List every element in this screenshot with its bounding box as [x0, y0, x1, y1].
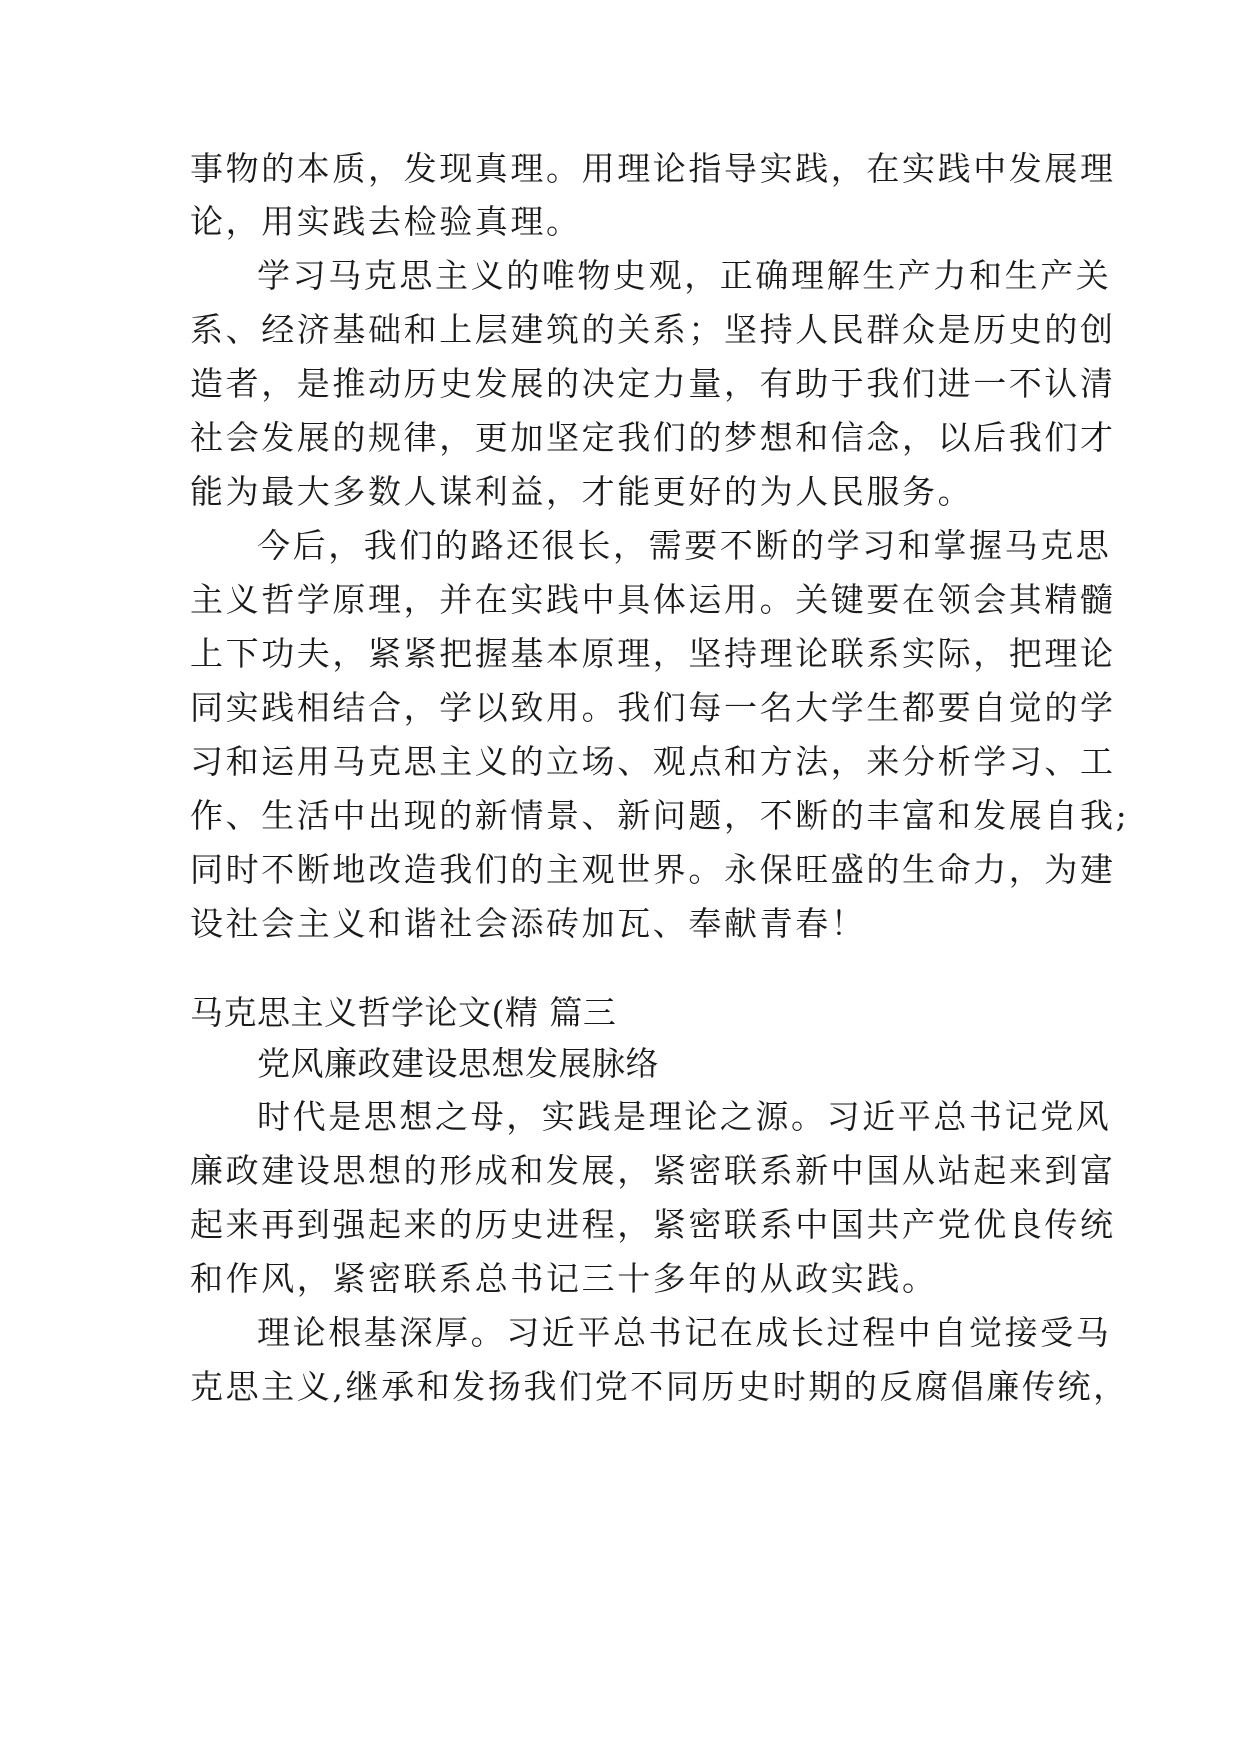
- paragraph-line: 同实践相结合，学以致用。我们每一名大学生都要自觉的学: [190, 688, 1116, 727]
- paragraph-line: 今后，我们的路还很长，需要不断的学习和掌握马克思: [257, 526, 1112, 565]
- section-heading: 马克思主义哲学论文(精 篇三: [190, 993, 617, 1032]
- paragraph-line: 能为最大多数人谋利益，才能更好的为人民服务。: [190, 472, 974, 511]
- paragraph-line: 和作风，紧密联系总书记三十多年的从政实践。: [190, 1259, 938, 1298]
- paragraph-line: 克思主义,继承和发扬我们党不同历史时期的反腐倡廉传统，: [190, 1367, 1129, 1406]
- paragraph-line: 系、经济基础和上层建筑的关系；坚持人民群众是历史的创: [190, 310, 1116, 349]
- section-subheading: 党风廉政建设思想发展脉络: [257, 1044, 659, 1083]
- paragraph-line: 理论根基深厚。习近平总书记在成长过程中自觉接受马: [257, 1313, 1112, 1352]
- paragraph-line: 学习马克思主义的唯物史观，正确理解生产力和生产关: [257, 256, 1112, 295]
- paragraph-line: 主义哲学原理，并在实践中具体运用。关键要在领会其精髓: [190, 580, 1116, 619]
- paragraph-line: 作、生活中出现的新情景、新问题，不断的丰富和发展自我;: [190, 796, 1130, 835]
- paragraph-line: 同时不断地改造我们的主观世界。永保旺盛的生命力，为建: [190, 850, 1116, 889]
- paragraph-line: 廉政建设思想的形成和发展，紧密联系新中国从站起来到富: [190, 1151, 1116, 1190]
- paragraph-line: 社会发展的规律，更加坚定我们的梦想和信念，以后我们才: [190, 418, 1116, 457]
- paragraph-line: 时代是思想之母，实践是理论之源。习近平总书记党风: [257, 1097, 1112, 1136]
- paragraph-line: 造者，是推动历史发展的决定力量，有助于我们进一不认清: [190, 364, 1116, 403]
- paragraph-line: 设社会主义和谐社会添砖加瓦、奉献青春！: [190, 904, 867, 943]
- paragraph-line: 习和运用马克思主义的立场、观点和方法，来分析学习、工: [190, 742, 1116, 781]
- paragraph-line: 论，用实践去检验真理。: [190, 202, 582, 241]
- paragraph-line: 上下功夫，紧紧把握基本原理，坚持理论联系实际，把理论: [190, 634, 1116, 673]
- paragraph-line: 事物的本质，发现真理。用理论指导实践，在实践中发展理: [190, 149, 1116, 188]
- paragraph-line: 起来再到强起来的历史进程，紧密联系中国共产党优良传统: [190, 1205, 1116, 1244]
